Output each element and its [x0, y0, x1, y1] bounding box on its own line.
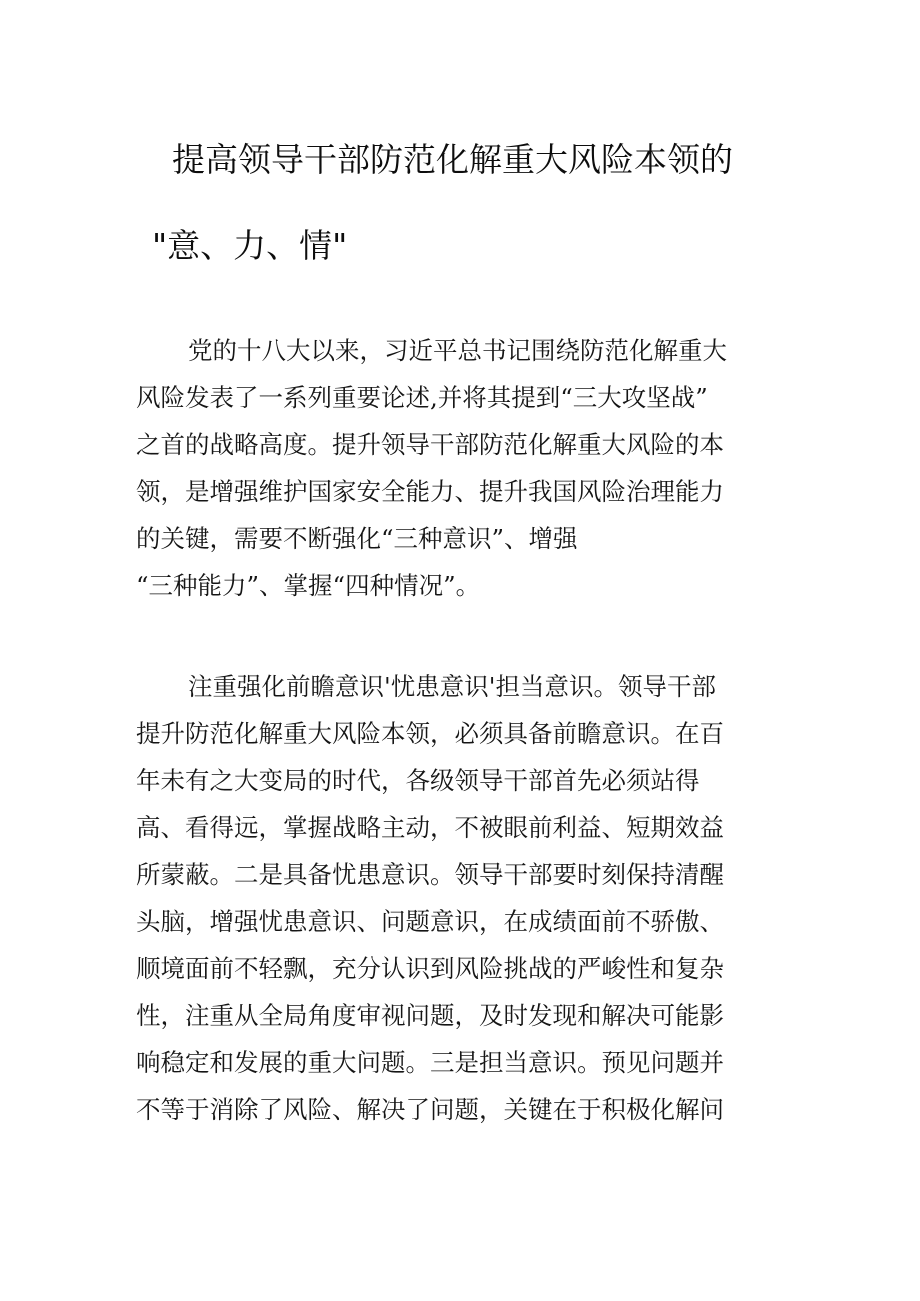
paragraph-line: 之首的战略高度。提升领导干部防范化解重大风险的本 — [136, 430, 724, 459]
paragraph-line: 党的十八大以来，习近平总书记围绕防范化解重大 — [188, 336, 727, 365]
paragraph-intro — [136, 327, 776, 609]
paragraph-line: “三种能力”、掌握“四种情况”。 — [136, 571, 481, 600]
document-title-line-1: 提高领导干部防范化解重大风险本领的 — [172, 140, 733, 179]
paragraph-line: 年未有之大变局的时代，各级领导干部首先必须站得 — [136, 766, 700, 795]
paragraph-awareness — [136, 663, 776, 1133]
paragraph-line: 风险发表了一系列重要论述,并将其提到“三大攻坚战” — [136, 383, 708, 412]
paragraph-line: 领，是增强维护国家安全能力、提升我国风险治理能力 — [136, 477, 724, 506]
paragraph-line: 的关键，需要不断强化“三种意识”、增强 — [136, 524, 578, 553]
paragraph-line: 提升防范化解重大风险本领，必须具备前瞻意识。在百 — [136, 719, 724, 748]
paragraph-line: 性，注重从全局角度审视问题，及时发现和解决可能影 — [136, 1001, 724, 1030]
paragraph-line: 不等于消除了风险、解决了问题，关键在于积极化解问 — [136, 1095, 724, 1124]
paragraph-line: 顺境面前不轻飘，充分认识到风险挑战的严峻性和复杂 — [136, 954, 724, 983]
paragraph-line: 响稳定和发展的重大问题。三是担当意识。预见问题并 — [136, 1048, 724, 1077]
paragraph-line: 所蒙蔽。二是具备忧患意识。领导干部要时刻保持清醒 — [136, 860, 724, 889]
paragraph-line: 高、看得远，掌握战略主动，不被眼前利益、短期效益 — [136, 813, 724, 842]
paragraph-line: 头脑，增强忧患意识、问题意识，在成绩面前不骄傲、 — [136, 907, 724, 936]
document-title-line-2: "意、力、情" — [152, 226, 348, 265]
paragraph-line: 注重强化前瞻意识'忧患意识'担当意识。领导干部 — [188, 672, 716, 701]
